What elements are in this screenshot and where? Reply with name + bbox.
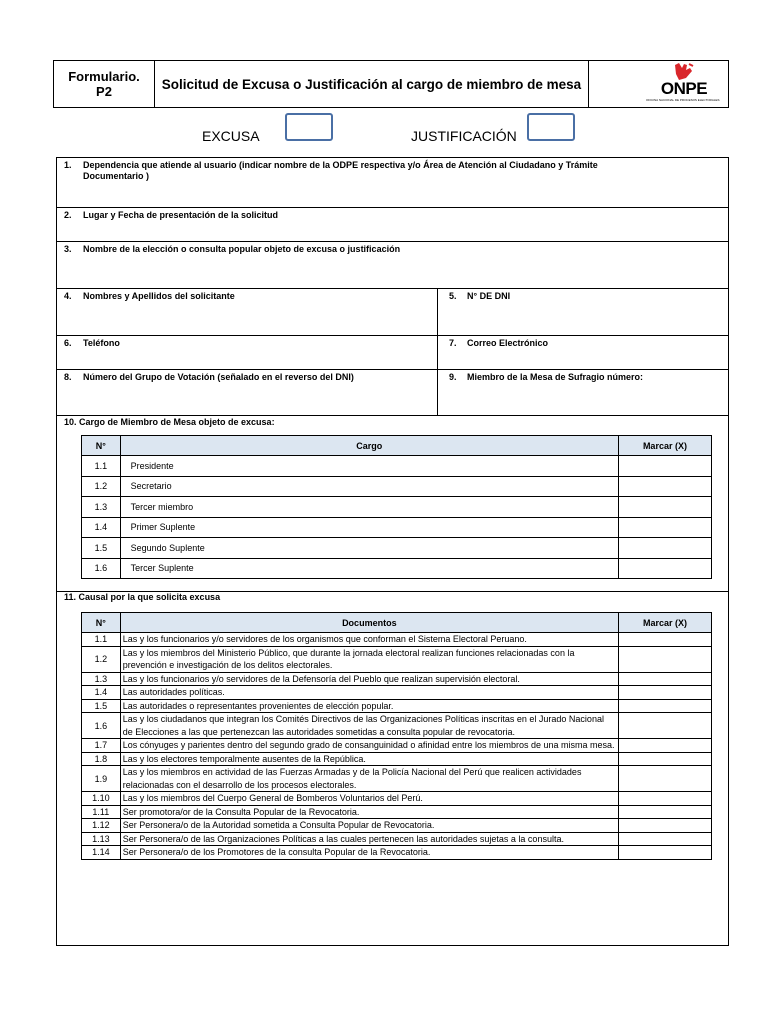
marcar-cell[interactable] (618, 739, 711, 753)
marcar-cell[interactable] (618, 699, 711, 713)
row-grupo-mesa (57, 370, 728, 416)
cargo-name: Segundo Suplente (120, 538, 618, 559)
field-2-number: 2. (64, 210, 72, 220)
causal-text: Las y los miembros del Cuerpo General de Bomberos Voluntarios del Perú. (120, 792, 618, 806)
field-7-number: 7. (449, 338, 457, 348)
field-eleccion[interactable] (57, 242, 728, 289)
cargo-name: Primer Suplente (120, 517, 618, 538)
col-header-documentos: Documentos (120, 613, 618, 633)
field-1-label-cont: Documentario ) (83, 171, 150, 181)
row-number: 1.5 (82, 538, 121, 559)
field-1-number: 1. (64, 160, 72, 170)
form-code-line2: P2 (96, 84, 112, 99)
row-number: 1.7 (82, 739, 121, 753)
col-header-marcar: Marcar (X) (618, 436, 711, 456)
logo-subtitle: OFICINA NACIONAL DE PROCESOS ELECTORALES (646, 99, 720, 102)
row-number: 1.3 (82, 497, 121, 518)
table-row (82, 739, 712, 753)
causal-text: Ser Personera/o de los Promotores de la consulta Popular de la Revocatoria. (120, 846, 618, 860)
causal-text: Ser Personera/o de la Autoridad sometida a Consulta Popular de Revocatoria. (120, 819, 618, 833)
table-row (82, 646, 712, 672)
field-lugar-fecha[interactable] (57, 208, 728, 242)
form-header (53, 60, 729, 108)
marcar-cell[interactable] (618, 766, 711, 792)
table-row (82, 832, 712, 846)
field-3-label: Nombre de la elección o consulta popular objeto de excusa o justificación (83, 244, 401, 254)
table-row (82, 517, 712, 538)
field-4-label: Nombres y Apellidos del solicitante (83, 291, 235, 301)
cargo-name: Tercer miembro (120, 497, 618, 518)
causal-table (81, 612, 712, 860)
onpe-logo (644, 61, 730, 107)
row-number: 1.2 (82, 476, 121, 497)
field-9-label: Miembro de la Mesa de Sufragio número: (467, 372, 644, 382)
marcar-cell[interactable] (618, 633, 711, 647)
marcar-cell[interactable] (618, 476, 711, 497)
table-row (82, 497, 712, 518)
marcar-cell[interactable] (618, 792, 711, 806)
table-row (82, 819, 712, 833)
row-number: 1.6 (82, 713, 121, 739)
causal-text: Los cónyuges y parientes dentro del segundo grado de consanguinidad o afinidad entre los miembros de una misma mesa. (120, 739, 618, 753)
field-dependencia[interactable] (57, 158, 728, 208)
row-nombres-dni (57, 289, 728, 336)
justificacion-label: JUSTIFICACIÓN (411, 128, 517, 144)
field-9-number: 9. (449, 372, 457, 382)
causal-text: Las autoridades políticas. (120, 686, 618, 700)
col-header-n: N° (82, 436, 121, 456)
row-number: 1.5 (82, 699, 121, 713)
causal-text: Las y los funcionarios y/o servidores de la Defensoría del Pueblo que realizan supervisión electoral. (120, 672, 618, 686)
form-code (54, 61, 155, 107)
marcar-cell[interactable] (618, 846, 711, 860)
field-dni[interactable] (438, 289, 728, 335)
table-row (82, 699, 712, 713)
marcar-cell[interactable] (618, 456, 711, 477)
causal-text: Las y los miembros del Ministerio Público, que durante la jornada electoral realizan funciones relacionadas con la prevención e investigación de los delitos electorales. (120, 646, 618, 672)
marcar-cell[interactable] (618, 517, 711, 538)
field-8-number: 8. (64, 372, 72, 382)
row-number: 1.1 (82, 456, 121, 477)
causal-text: Las y los funcionarios y/o servidores de los organismos que conforman el Sistema Electoral Peruano. (120, 633, 618, 647)
justificacion-checkbox[interactable] (527, 113, 575, 141)
marcar-cell[interactable] (618, 646, 711, 672)
field-telefono[interactable] (57, 336, 437, 369)
field-8-label: Número del Grupo de Votación (señalado en el reverso del DNI) (83, 372, 354, 382)
marcar-cell[interactable] (618, 558, 711, 579)
field-5-number: 5. (449, 291, 457, 301)
row-number: 1.3 (82, 672, 121, 686)
application-form (56, 157, 729, 946)
table-row (82, 456, 712, 477)
table-row (82, 805, 712, 819)
field-mesa-sufragio[interactable] (438, 370, 728, 415)
field-6-number: 6. (64, 338, 72, 348)
marcar-cell[interactable] (618, 819, 711, 833)
field-5-label: N° DE DNI (467, 291, 511, 301)
section-10 (57, 416, 728, 592)
section-10-title: 10. Cargo de Miembro de Mesa objeto de excusa: (64, 417, 275, 427)
row-number: 1.8 (82, 752, 121, 766)
row-number: 1.13 (82, 832, 121, 846)
col-header-marcar: Marcar (X) (618, 613, 711, 633)
table-row (82, 558, 712, 579)
table-row (82, 846, 712, 860)
field-nombres[interactable] (57, 289, 437, 335)
row-number: 1.4 (82, 517, 121, 538)
field-4-number: 4. (64, 291, 72, 301)
field-6-label: Teléfono (83, 338, 120, 348)
excusa-checkbox[interactable] (285, 113, 333, 141)
cargo-table (81, 435, 712, 579)
table-row (82, 752, 712, 766)
field-2-label: Lugar y Fecha de presentación de la solicitud (83, 210, 279, 220)
table-row (82, 672, 712, 686)
row-number: 1.11 (82, 805, 121, 819)
field-correo[interactable] (438, 336, 728, 369)
table-row (82, 792, 712, 806)
form-code-line1: Formulario. (68, 69, 140, 84)
marcar-cell[interactable] (618, 713, 711, 739)
cargo-name: Secretario (120, 476, 618, 497)
table-row (82, 476, 712, 497)
field-7-label: Correo Electrónico (467, 338, 549, 348)
table-row (82, 766, 712, 792)
table-row (82, 686, 712, 700)
field-3-number: 3. (64, 244, 72, 254)
causal-text: Las y los ciudadanos que integran los Comités Directivos de las Organizaciones Políticas inscritas en el Jurado Nacional de Elecciones a las que pertenezcan las autoridades sometidas a consulta popular de revocatoria. (120, 713, 618, 739)
excusa-label: EXCUSA (202, 128, 260, 144)
row-number: 1.12 (82, 819, 121, 833)
causal-text: Las y los miembros en actividad de las Fuerzas Armadas y de la Policía Nacional del Perú que realicen actividades relacionadas con el desarrollo de los procesos electorales. (120, 766, 618, 792)
field-grupo-votacion[interactable] (57, 370, 437, 415)
row-number: 1.14 (82, 846, 121, 860)
col-header-cargo: Cargo (120, 436, 618, 456)
table-row (82, 713, 712, 739)
form-title: Solicitud de Excusa o Justificación al cargo de miembro de mesa (155, 61, 589, 107)
row-number: 1.2 (82, 646, 121, 672)
row-number: 1.9 (82, 766, 121, 792)
col-header-n: N° (82, 613, 121, 633)
marcar-cell[interactable] (618, 752, 711, 766)
field-1-label: Dependencia que atiende al usuario (indicar nombre de la ODPE respectiva y/o Área de Atención al Ciudadano y Trámite (83, 160, 598, 170)
marcar-cell[interactable] (618, 832, 711, 846)
cargo-name: Tercer Suplente (120, 558, 618, 579)
row-number: 1.4 (82, 686, 121, 700)
marcar-cell[interactable] (618, 538, 711, 559)
row-telefono-correo (57, 336, 728, 370)
row-number: 1.6 (82, 558, 121, 579)
section-11-title: 11. Causal por la que solicita excusa (64, 592, 221, 602)
marcar-cell[interactable] (618, 805, 711, 819)
table-row (82, 633, 712, 647)
causal-text: Las y los electores temporalmente ausentes de la República. (120, 752, 618, 766)
marcar-cell[interactable] (618, 686, 711, 700)
marcar-cell[interactable] (618, 672, 711, 686)
section-11 (57, 592, 728, 945)
marcar-cell[interactable] (618, 497, 711, 518)
causal-text: Las autoridades o representantes provenientes de elección popular. (120, 699, 618, 713)
logo-text: ONPE (660, 79, 708, 98)
row-number: 1.10 (82, 792, 121, 806)
causal-text: Ser promotora/or de la Consulta Popular de la Revocatoria. (120, 805, 618, 819)
table-row (82, 538, 712, 559)
row-number: 1.1 (82, 633, 121, 647)
cargo-name: Presidente (120, 456, 618, 477)
causal-text: Ser Personera/o de las Organizaciones Políticas a las cuales pertenecen las autoridades sujetas a la consulta. (120, 832, 618, 846)
